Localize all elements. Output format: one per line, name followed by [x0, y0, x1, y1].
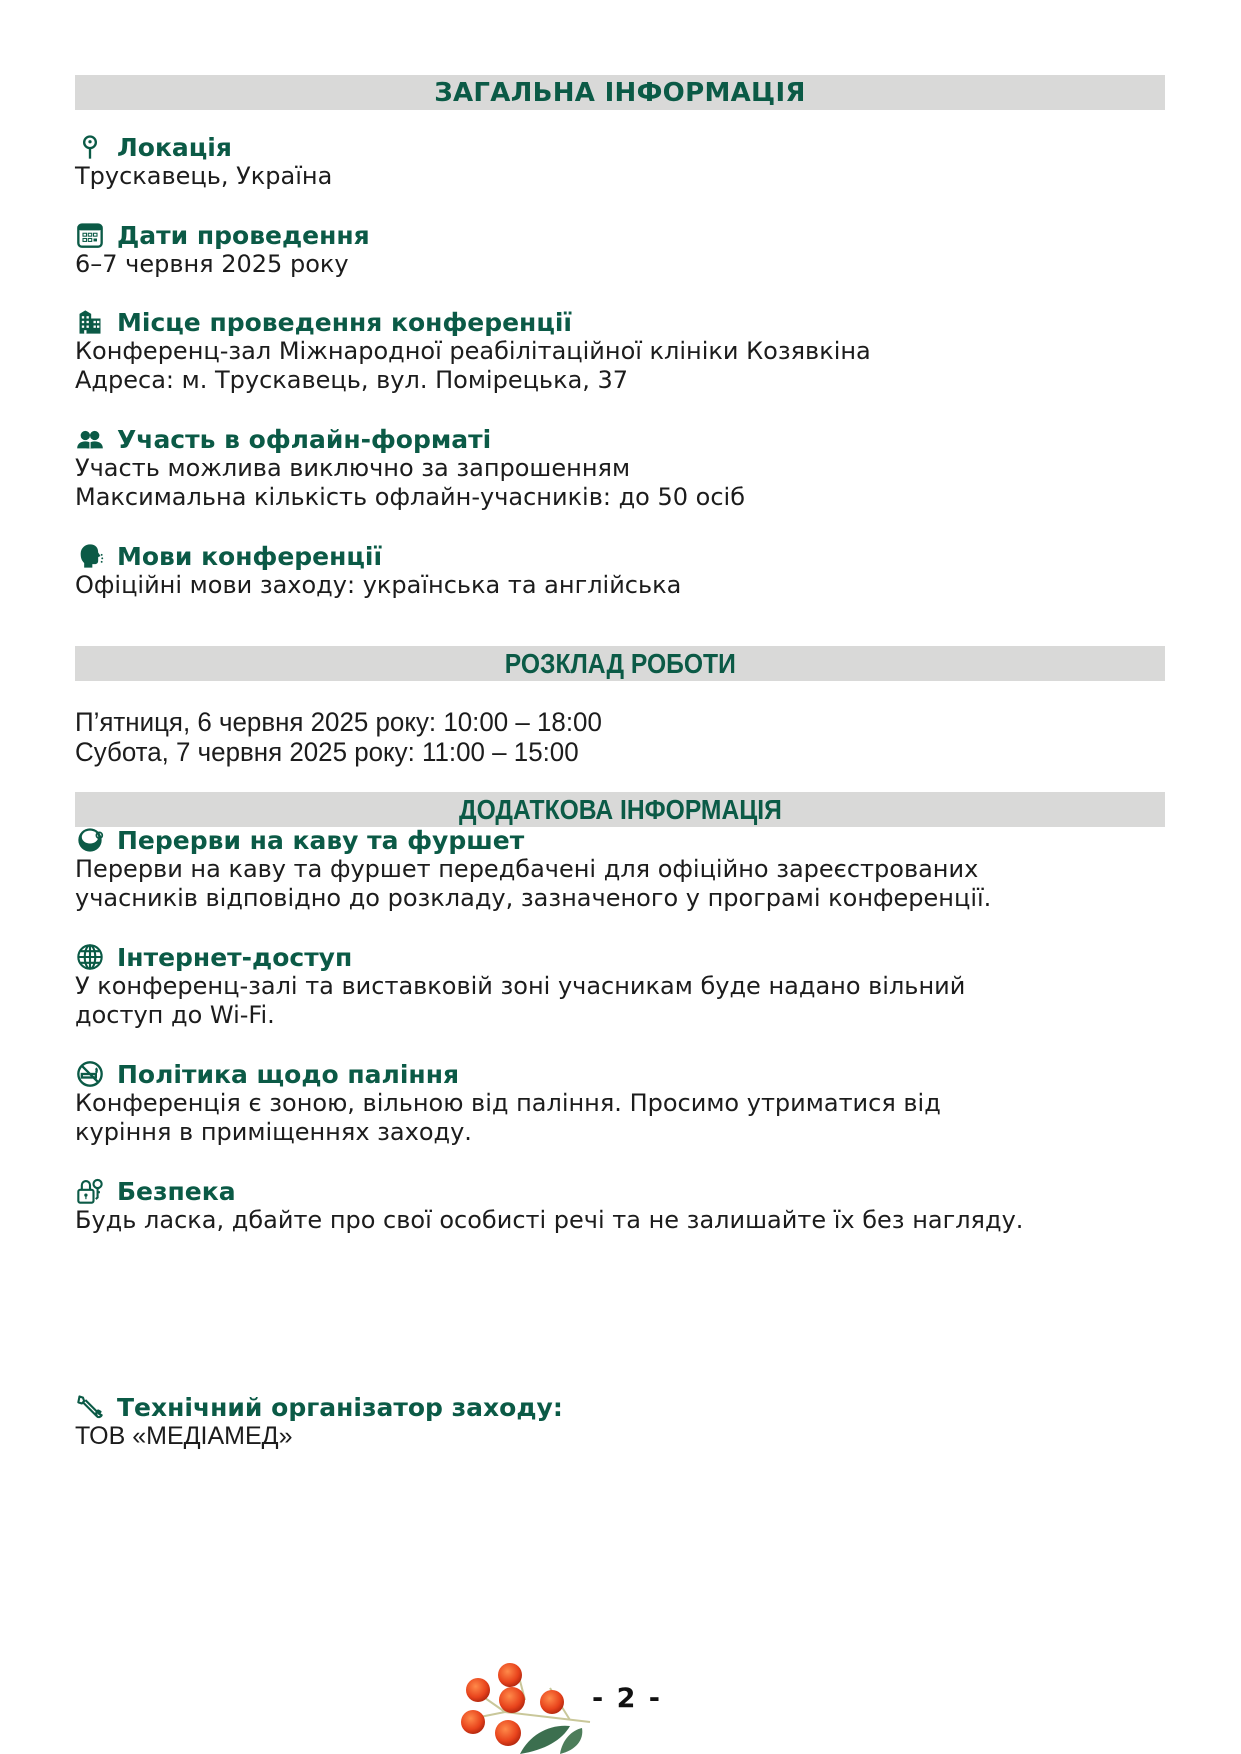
globe-icon	[75, 942, 105, 972]
schedule-list	[75, 707, 624, 767]
block-heading: Дати проведення	[117, 220, 370, 250]
info-block-venue	[75, 307, 1175, 395]
calendar-icon	[75, 220, 105, 250]
map-pin-icon	[75, 132, 105, 162]
no-smoking-icon	[75, 1059, 105, 1089]
info-block-internet	[75, 942, 1175, 1030]
block-heading: Локація	[117, 132, 232, 162]
info-block-languages	[75, 541, 1175, 600]
section-header-additional	[75, 792, 1165, 827]
block-heading: Безпека	[117, 1176, 236, 1206]
info-block-security	[75, 1176, 1175, 1235]
section-title: РОЗКЛАД РОБОТИ	[504, 647, 736, 679]
block-text: Адреса: м. Трускавець, вул. Помірецька, 37	[75, 366, 629, 394]
info-block-coffee	[75, 825, 1175, 913]
block-heading: Місце проведення конференції	[117, 307, 572, 337]
wrench-icon	[75, 1392, 105, 1422]
block-text: Перерви на каву та фуршет передбачені для офіційно зареєстрованих	[75, 855, 979, 883]
block-heading: Участь в офлайн-форматі	[117, 424, 492, 454]
info-block-offline	[75, 424, 1175, 512]
block-heading: Технічний організатор заходу:	[117, 1392, 563, 1422]
block-text: Максимальна кількість офлайн-учасників: до 50 осіб	[75, 483, 746, 511]
block-heading: Мови конференції	[117, 541, 383, 571]
info-block-smoking	[75, 1059, 1175, 1147]
block-text: Трускавець, Україна	[75, 162, 333, 190]
schedule-line: П’ятниця, 6 червня 2025 року: 10:00 – 18:00	[75, 707, 602, 737]
info-block-dates	[75, 220, 1175, 279]
block-text: доступ до Wi-Fi.	[75, 1001, 275, 1029]
block-text: У конференц-залі та виставковій зоні учасникам буде надано вільний	[75, 972, 966, 1000]
section-title: ЗАГАЛЬНА ІНФОРМАЦІЯ	[434, 77, 806, 108]
people-icon	[75, 424, 105, 454]
info-block-organizer	[75, 1392, 1175, 1451]
block-text: 6–7 червня 2025 року	[75, 250, 349, 278]
section-title: ДОДАТКОВА ІНФОРМАЦІЯ	[458, 793, 782, 825]
speaking-head-icon	[75, 541, 105, 571]
section-header-general	[75, 75, 1165, 110]
coffee-cup-icon	[75, 825, 105, 855]
block-heading: Інтернет-доступ	[117, 942, 353, 972]
block-text: Участь можлива виключно за запрошенням	[75, 454, 631, 482]
schedule-line: Субота, 7 червня 2025 року: 11:00 – 15:00	[75, 737, 579, 767]
organizer-name: ТОВ «МЕДІАМЕД»	[75, 1422, 293, 1450]
lock-key-icon	[75, 1176, 105, 1206]
block-text: Будь ласка, дбайте про свої особисті речі та не залишайте їх без нагляду.	[75, 1206, 1024, 1234]
block-text: Конференція є зоною, вільною від паління. Просимо утриматися від	[75, 1089, 941, 1117]
building-icon	[75, 307, 105, 337]
block-text: учасників відповідно до розкладу, зазначеного у програмі конференції.	[75, 884, 992, 912]
block-heading: Перерви на каву та фуршет	[117, 825, 525, 855]
page-number: - 2 -	[592, 1683, 662, 1714]
block-text: Конференц-зал Міжнародної реабілітаційної клініки Козявкіна	[75, 337, 871, 365]
block-heading: Політика щодо паління	[117, 1059, 460, 1089]
block-text: куріння в приміщеннях заходу.	[75, 1118, 472, 1146]
section-header-schedule	[75, 646, 1165, 681]
block-text: Офіційні мови заходу: українська та англійська	[75, 571, 682, 599]
info-block-location	[75, 132, 1175, 191]
